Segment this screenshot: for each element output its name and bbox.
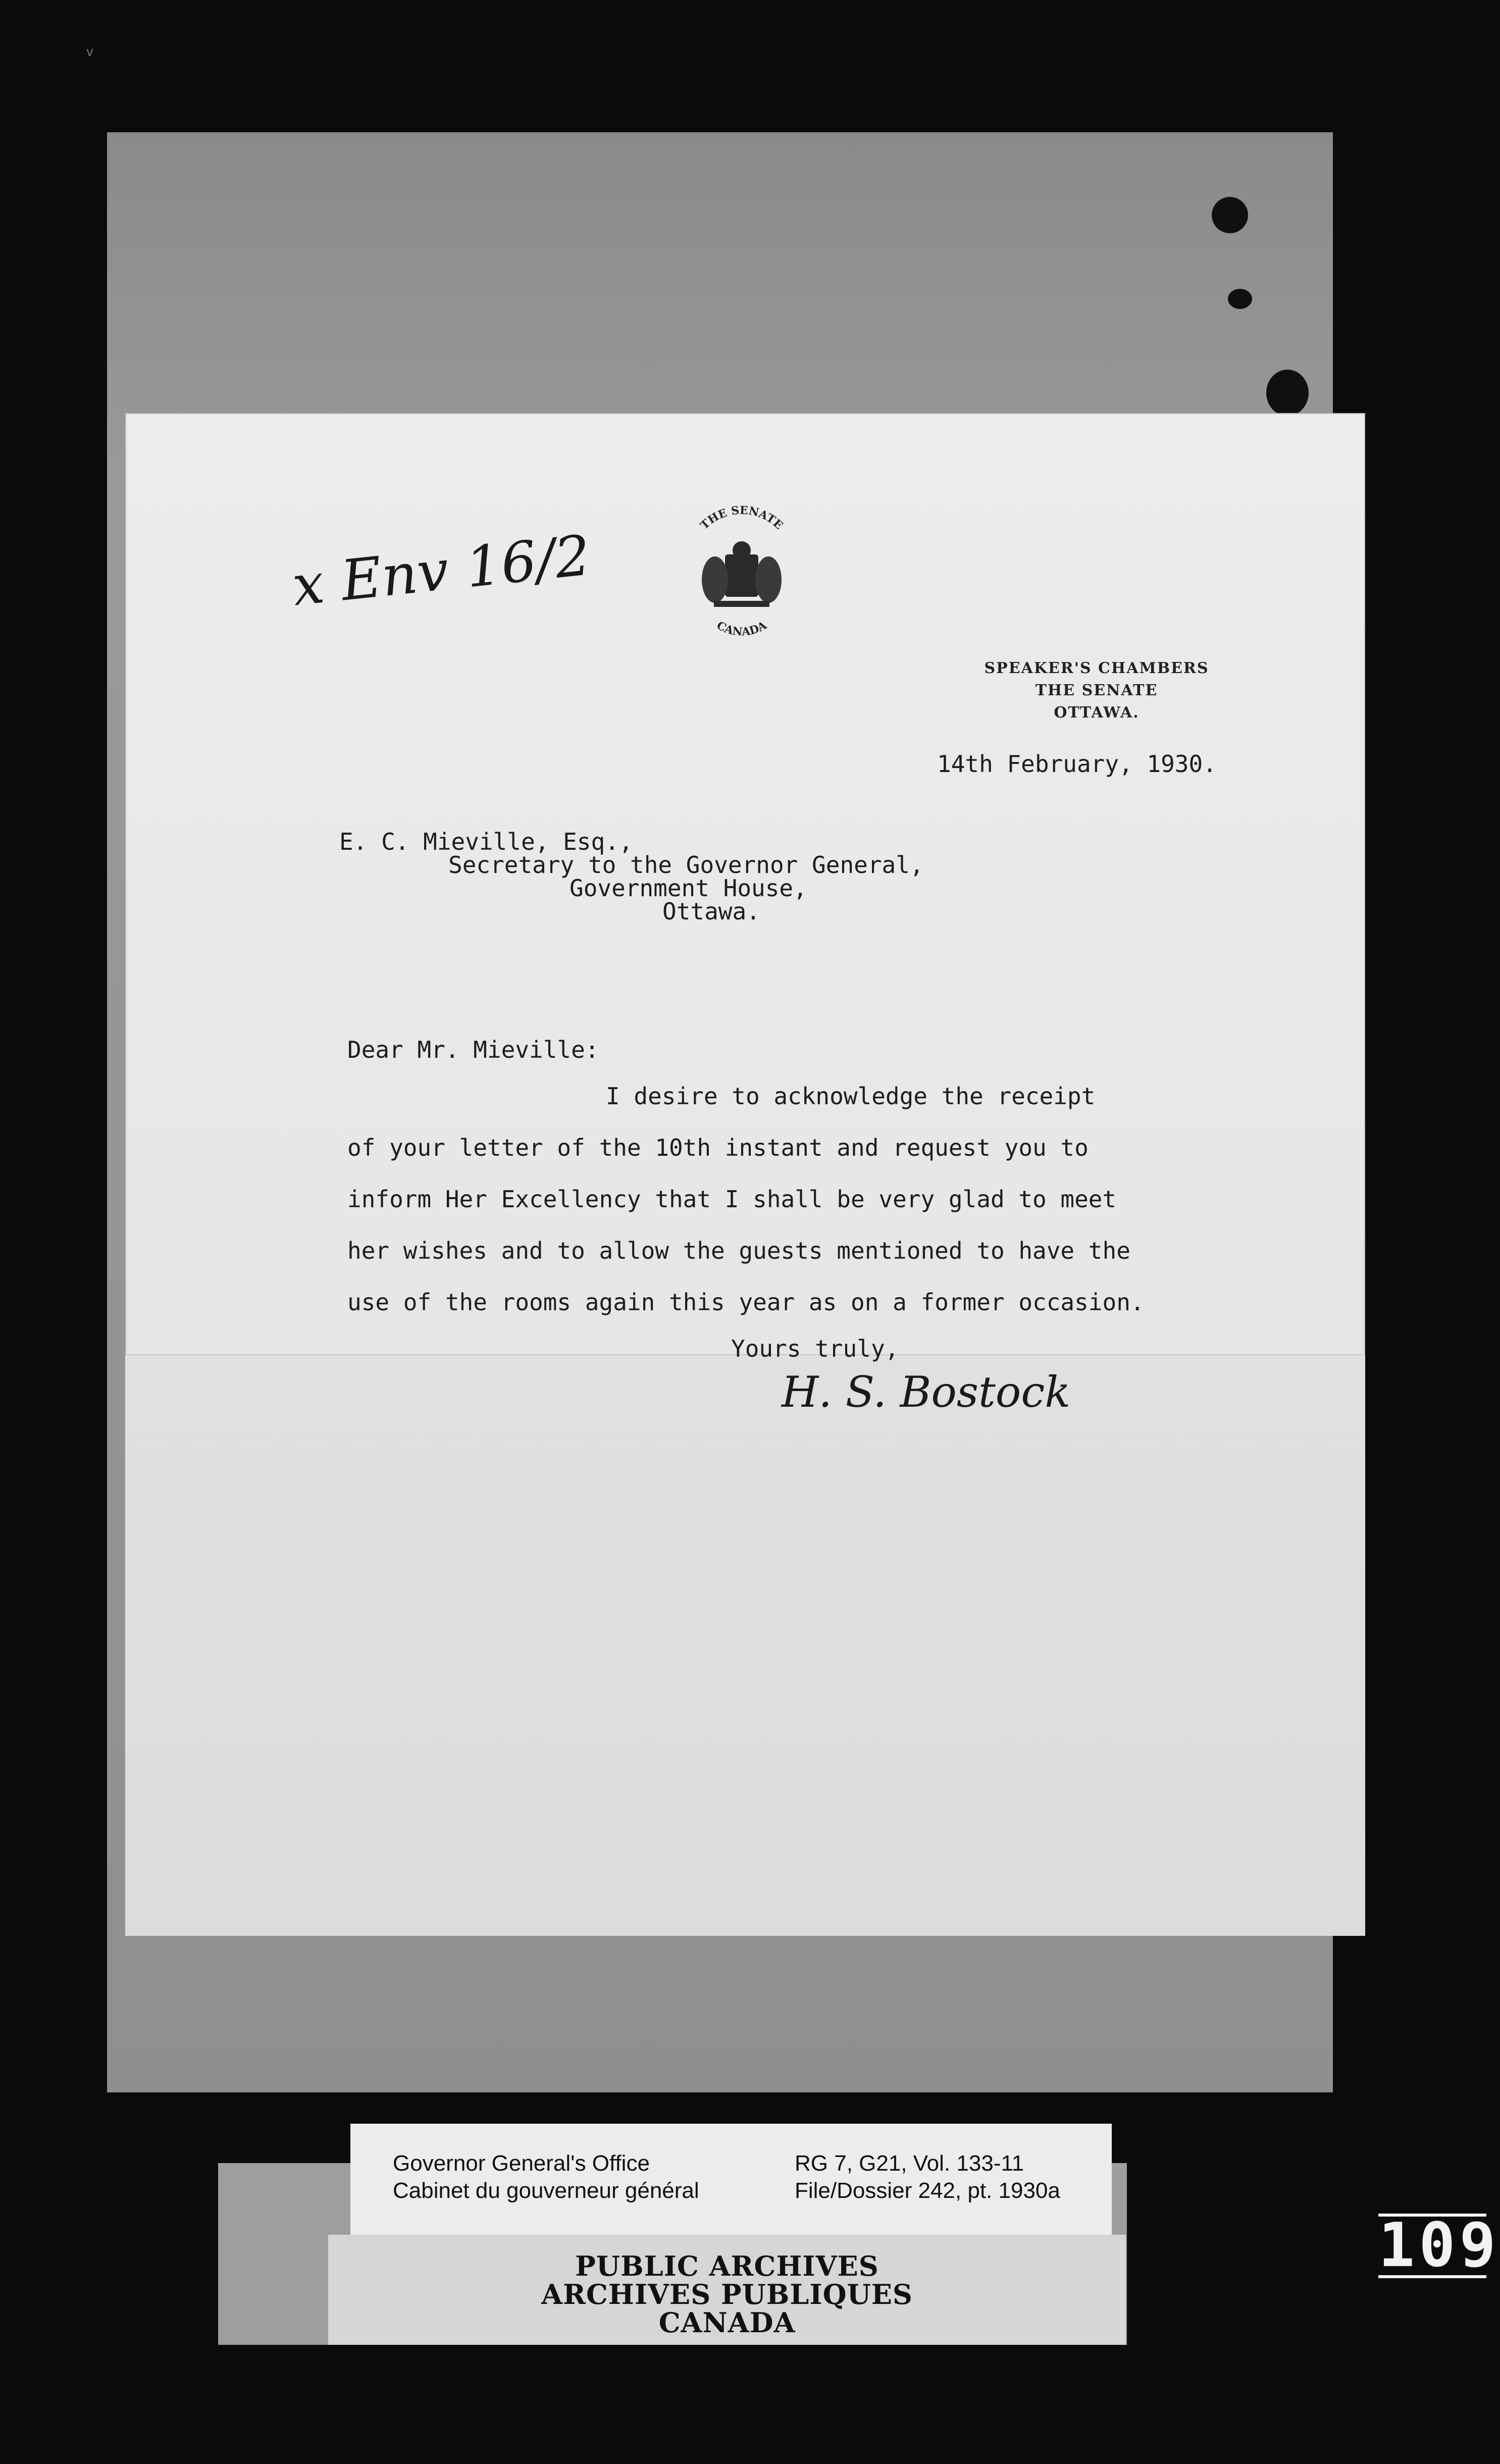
punch-hole	[1228, 289, 1252, 309]
punch-hole	[1266, 370, 1309, 416]
body-line-4: her wishes and to allow the guests mentioned to have the	[347, 1237, 1130, 1264]
closing: Yours truly,	[731, 1335, 899, 1362]
svg-text:THE SENATE	[698, 504, 785, 532]
letterhead-line-2: THE SENATE	[1035, 682, 1158, 699]
frame-number: 109	[1378, 2211, 1500, 2281]
recipient-line-4: Ottawa.	[662, 898, 760, 925]
archives-stamp	[328, 2235, 1126, 2345]
letterhead-line-3: OTTAWA.	[1054, 704, 1140, 722]
archive-label	[350, 2124, 1112, 2235]
recipient-line-3: Government House,	[570, 875, 807, 902]
crest-top-text: THE SENATE	[698, 504, 786, 532]
stamp-line-2: ARCHIVES PUBLIQUES	[541, 2278, 913, 2311]
stamp-line-1: PUBLIC ARCHIVES	[575, 2250, 879, 2282]
crest-bottom-text: CANADA	[714, 619, 769, 639]
recipient-line-2: Secretary to the Governor General,	[448, 851, 924, 879]
recipient-line-1: E. C. Mieville, Esq.,	[339, 828, 633, 855]
body-line-2: of your letter of the 10th instant and request you to	[347, 1134, 1089, 1161]
body-line-1: I desire to acknowledge the receipt	[606, 1083, 1096, 1110]
letterhead-line-1: SPEAKER'S CHAMBERS	[984, 659, 1209, 677]
svg-text:CANADA	[714, 619, 769, 639]
senate-crest-icon	[679, 504, 805, 655]
lower-page-area	[125, 1355, 1365, 1936]
office-fr: Cabinet du gouverneur général	[393, 2178, 699, 2203]
body-line-3: inform Her Excellency that I shall be very glad to meet	[347, 1186, 1117, 1213]
body-line-5: use of the rooms again this year as on a former occasion.	[347, 1289, 1145, 1316]
archive-reference: RG 7, G21, Vol. 133-11	[795, 2151, 1024, 2176]
letter-date: 14th February, 1930.	[937, 750, 1217, 778]
frame-mark: v	[86, 44, 94, 60]
archive-file: File/Dossier 242, pt. 1930a	[795, 2178, 1060, 2203]
office-en: Governor General's Office	[393, 2151, 650, 2176]
salutation: Dear Mr. Mieville:	[347, 1036, 599, 1063]
punch-hole	[1212, 197, 1248, 233]
handwritten-annotation: x Env 16/2	[289, 523, 594, 619]
letter-page	[125, 413, 1365, 1936]
signature: H. S. Bostock	[782, 1367, 1071, 1417]
stamp-line-3: CANADA	[658, 2306, 796, 2339]
